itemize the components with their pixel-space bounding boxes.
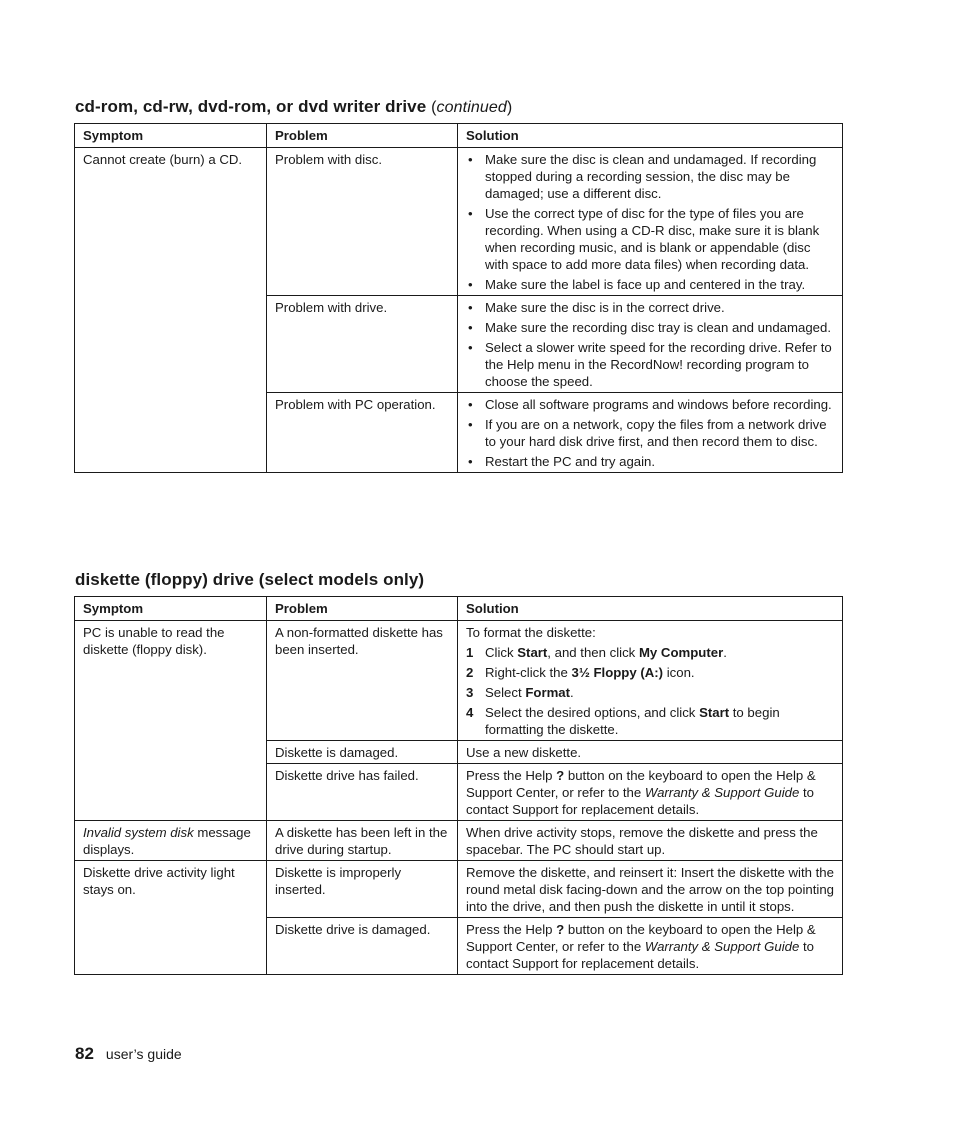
format-steps-list bbox=[466, 644, 834, 738]
solution-cell bbox=[458, 764, 843, 821]
header-problem: Problem bbox=[267, 124, 458, 148]
section-title-diskette bbox=[75, 570, 424, 590]
problem-cell: Problem with drive. bbox=[267, 296, 458, 393]
list-item bbox=[466, 644, 834, 661]
paren-open: ( bbox=[431, 99, 437, 116]
list-item: • Close all software programs and windows before recording. bbox=[466, 396, 834, 413]
symptom-cell: PC is unable to read the diskette (floppy disk). bbox=[75, 621, 267, 821]
table-row bbox=[75, 821, 843, 861]
header-problem: Problem bbox=[267, 597, 458, 621]
list-item bbox=[466, 664, 834, 681]
list-item: • Make sure the disc is in the correct drive. bbox=[466, 299, 834, 316]
step-bold-text: Format bbox=[525, 685, 571, 700]
solution-bullet-list bbox=[466, 299, 834, 390]
step-text: , and then click bbox=[547, 645, 639, 660]
list-item: • Use the correct type of disc for the type of files you are recording. When using a CD-R disc, make sure it is blank when recording music, and is blank or appendable (disc with space to add more data files) when recording data. bbox=[466, 205, 834, 273]
problem-cell: Problem with PC operation. bbox=[267, 393, 458, 473]
solution-cell: Use a new diskette. bbox=[458, 741, 843, 764]
section-title-cd-rom bbox=[75, 97, 512, 117]
solution-cell bbox=[458, 621, 843, 741]
step-text: icon. bbox=[663, 665, 695, 680]
symptom-cell bbox=[75, 821, 267, 861]
step-number: 1 bbox=[466, 645, 474, 660]
solution-text: button on the keyboard to open the Help & Support Center, or refer to the bbox=[466, 922, 816, 954]
table-header-row bbox=[75, 597, 843, 621]
step-text: . bbox=[723, 645, 727, 660]
paren-close: ) bbox=[506, 99, 513, 116]
header-symptom: Symptom bbox=[75, 597, 267, 621]
list-item bbox=[466, 684, 834, 701]
step-number: 4 bbox=[466, 705, 474, 720]
step-bold-text: My Computer bbox=[638, 645, 724, 660]
problem-cell: Diskette is damaged. bbox=[267, 741, 458, 764]
solution-cell: Remove the diskette, and reinsert it: Insert the diskette with the round metal disk facing-down and the arrow on the top pointing into the drive, and then push the diskette in until it stops. bbox=[458, 861, 843, 918]
header-solution: Solution bbox=[458, 124, 843, 148]
step-number: 3 bbox=[466, 685, 474, 700]
error-message-text: Invalid system disk bbox=[83, 825, 194, 840]
page-footer bbox=[75, 1044, 182, 1064]
symptom-cell: Cannot create (burn) a CD. bbox=[75, 148, 267, 473]
table-row bbox=[75, 861, 843, 918]
solution-text: Press the Help bbox=[466, 922, 557, 937]
page-number: 82 bbox=[75, 1044, 94, 1063]
solution-cell: When drive activity stops, remove the diskette and press the spacebar. The PC should start up. bbox=[458, 821, 843, 861]
solution-intro: To format the diskette: bbox=[466, 625, 596, 640]
cd-rom-troubleshooting-table bbox=[74, 123, 843, 473]
table-row bbox=[75, 621, 843, 741]
problem-cell: Diskette drive has failed. bbox=[267, 764, 458, 821]
problem-cell: Problem with disc. bbox=[267, 148, 458, 296]
step-text: Select the desired options, and click bbox=[485, 705, 700, 720]
footer-label: user’s guide bbox=[105, 1046, 182, 1062]
step-text: Select bbox=[485, 685, 526, 700]
header-solution: Solution bbox=[458, 597, 843, 621]
problem-cell: Diskette drive is damaged. bbox=[267, 918, 458, 975]
list-item: • Make sure the recording disc tray is clean and undamaged. bbox=[466, 319, 834, 336]
step-bold-text: 3½ Floppy (A:) bbox=[571, 665, 664, 680]
solution-text: button on the keyboard to open the Help & Support Center, or refer to the bbox=[466, 768, 816, 800]
list-item: • Select a slower write speed for the recording drive. Refer to the Help menu in the RecordNow! recording program to choose the speed. bbox=[466, 339, 834, 390]
symptom-cell: Diskette drive activity light stays on. bbox=[75, 861, 267, 975]
table-header-row bbox=[75, 124, 843, 148]
solution-bullet-list bbox=[466, 151, 834, 293]
list-item bbox=[466, 704, 834, 738]
header-symptom: Symptom bbox=[75, 124, 267, 148]
section-title-text: diskette (floppy) drive (select models only) bbox=[75, 570, 425, 589]
step-text: to begin formatting the diskette. bbox=[485, 705, 780, 737]
step-number: 2 bbox=[466, 665, 474, 680]
step-text: Right-click the bbox=[485, 665, 572, 680]
continued-label: continued bbox=[436, 99, 507, 116]
solution-text: Press the Help bbox=[466, 768, 557, 783]
step-bold-text: Start bbox=[517, 645, 548, 660]
solution-bullet-list bbox=[466, 396, 834, 470]
problem-cell: A diskette has been left in the drive during startup. bbox=[267, 821, 458, 861]
step-text: . bbox=[570, 685, 574, 700]
step-text: Click bbox=[485, 645, 518, 660]
list-item: • If you are on a network, copy the files from a network drive to your hard disk drive first, and then record them to disc. bbox=[466, 416, 834, 450]
problem-cell: Diskette is improperly inserted. bbox=[267, 861, 458, 918]
list-item: • Make sure the disc is clean and undamaged. If recording stopped during a recording session, the disc may be damaged; use a different disc. bbox=[466, 151, 834, 202]
solution-text: to contact Support for replacement details. bbox=[466, 785, 814, 817]
list-item: • Make sure the label is face up and centered in the tray. bbox=[466, 276, 834, 293]
guide-title: Warranty & Support Guide bbox=[644, 785, 800, 800]
step-bold-text: Start bbox=[699, 705, 730, 720]
list-item: • Restart the PC and try again. bbox=[466, 453, 834, 470]
problem-cell: A non-formatted diskette has been inserted. bbox=[267, 621, 458, 741]
guide-title: Warranty & Support Guide bbox=[644, 939, 800, 954]
help-key-glyph: ? bbox=[556, 768, 565, 783]
symptom-text: message displays. bbox=[83, 825, 251, 857]
table-row bbox=[75, 148, 843, 296]
section-title-text: cd-rom, cd-rw, dvd-rom, or dvd writer drive bbox=[75, 97, 427, 116]
diskette-troubleshooting-table bbox=[74, 596, 843, 975]
solution-cell bbox=[458, 296, 843, 393]
solution-cell bbox=[458, 918, 843, 975]
solution-cell bbox=[458, 148, 843, 296]
solution-cell bbox=[458, 393, 843, 473]
solution-text: to contact Support for replacement details. bbox=[466, 939, 814, 971]
help-key-glyph: ? bbox=[556, 922, 565, 937]
